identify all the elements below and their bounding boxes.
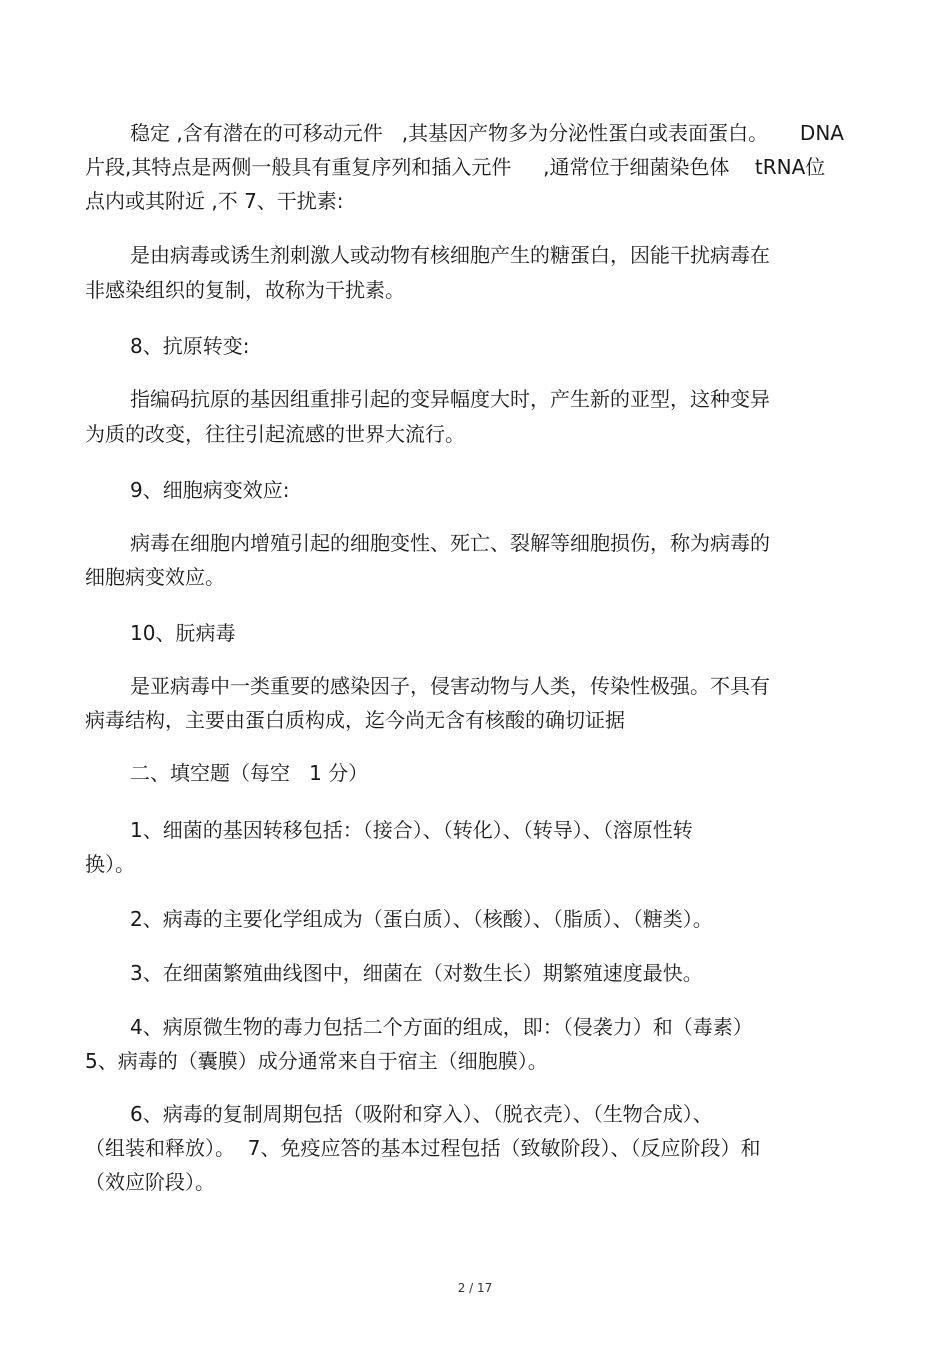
text-line: 3、在细菌繁殖曲线图中，细菌在（对数生长）期繁殖速度最快。 (130, 961, 703, 985)
text-line: 是由病毒或诱生剂刺激人或动物有核细胞产生的糖蛋白，因能干扰病毒在 (130, 243, 770, 267)
section-heading: 9、细胞病变效应: (130, 478, 290, 502)
text-line: 指编码抗原的基因组重排引起的变异幅度大时，产生新的亚型，这种变异 (130, 387, 770, 411)
text-line: 是亚病毒中一类重要的感染因子，侵害动物与人类，传染性极强。不具有 (130, 674, 770, 698)
section-heading: 8、抗原转变: (130, 334, 250, 358)
text-line: 换）。 (85, 852, 135, 876)
text-line: 稳定 ,含有潜在的可移动元件 ,其基因产物多为分泌性蛋白或表面蛋白。 DNA (130, 121, 844, 145)
text-line: 病毒结构，主要由蛋白质构成，迄今尚无含有核酸的确切证据 (85, 708, 625, 732)
text-line: （组装和释放）。 7、免疫应答的基本过程包括（致敏阶段）、（反应阶段）和 (85, 1136, 761, 1160)
section-heading: 10、朊病毒 (130, 621, 236, 645)
text-line: 1、细菌的基因转移包括：（接合）、（转化）、（转导）、（溶原性转 (130, 818, 693, 842)
page-number: 2 / 17 (457, 1281, 493, 1295)
text-line: 点内或其附近 ,不 7、干扰素: (85, 189, 344, 213)
text-line: 片段,其特点是两侧一般具有重复序列和插入元件 ,通常位于细菌染色体 tRNA位 (85, 155, 826, 179)
text-line: 5、病毒的（囊膜）成分通常来自于宿主（细胞膜）。 (85, 1049, 548, 1073)
text-line: 4、病原微生物的毒力包括二个方面的组成，即：（侵袭力）和（毒素） (130, 1015, 753, 1039)
text-line: 非感染组织的复制，故称为干扰素。 (85, 278, 405, 302)
text-line: 细胞病变效应。 (85, 565, 225, 589)
text-line: 6、病毒的复制周期包括（吸附和穿入）、（脱衣壳）、（生物合成）、 (130, 1102, 713, 1126)
text-line: 病毒在细胞内增殖引起的细胞变性、死亡、裂解等细胞损伤，称为病毒的 (130, 531, 770, 555)
section-heading: 二、填空题（每空 1 分） (130, 761, 369, 785)
text-line: 为质的改变，往往引起流感的世界大流行。 (85, 422, 465, 446)
text-line: 2、病毒的主要化学组成为（蛋白质）、（核酸）、（脂质）、（糖类）。 (130, 907, 713, 931)
text-line: （效应阶段）。 (85, 1170, 215, 1194)
